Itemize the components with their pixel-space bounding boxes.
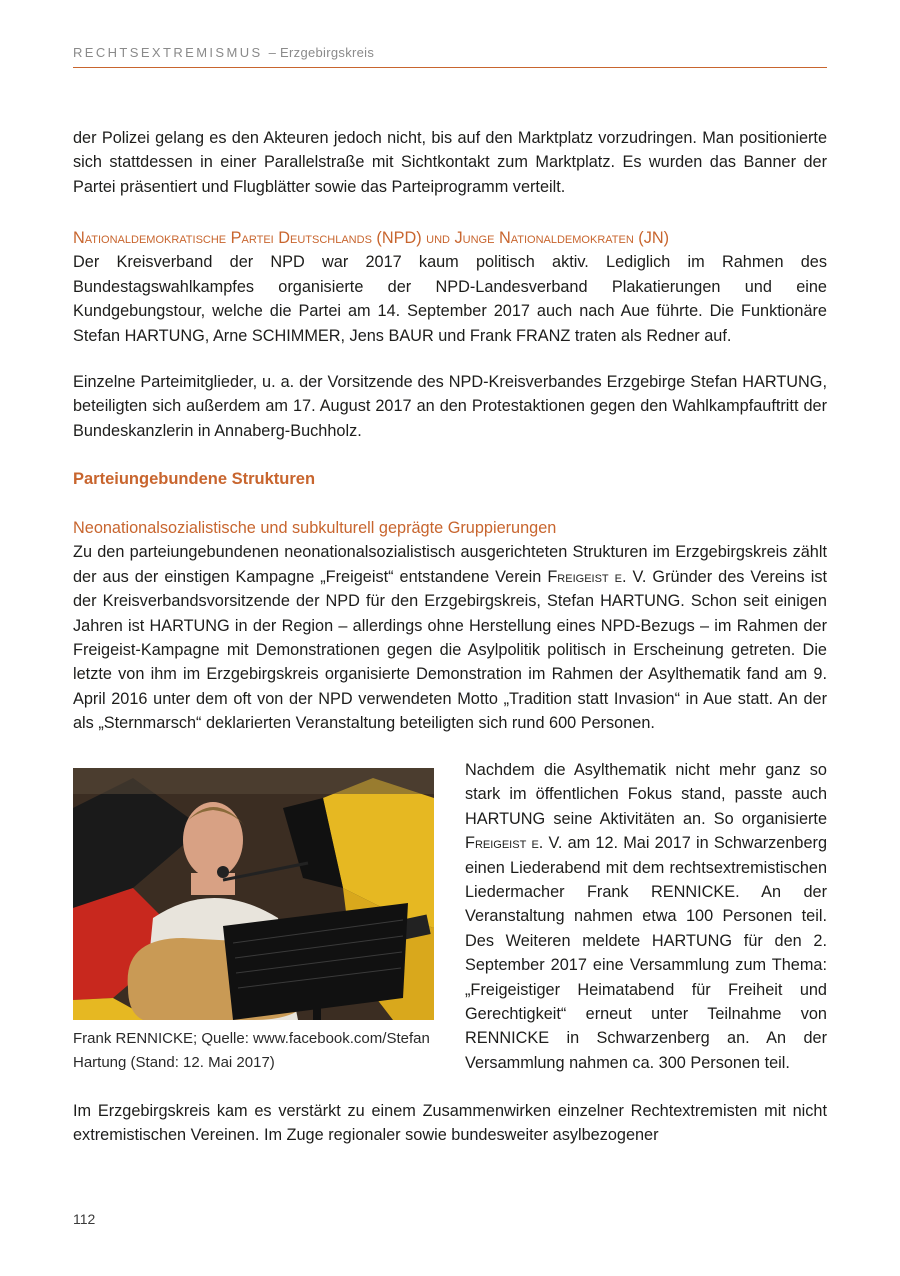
page-number: 112 xyxy=(73,1211,96,1227)
figure-photo xyxy=(73,768,434,1020)
intro-paragraph: der Polizei gelang es den Akteuren jedoch nicht, bis auf den Marktplatz vorzudringen. Man positionierte sich stattdessen in einer Parallelstraße mit Sichtkontakt zum Marktplatz. Es wurden das Banner der Partei präsentiert und Flugblätter sowie das Parteiprogramm verteilt. xyxy=(73,129,827,196)
running-header xyxy=(73,45,827,68)
header-section: RECHTSEXTREMISMUS xyxy=(73,45,263,60)
side-text-b: V. am 12. Mai 2017 in Schwarzenberg einen Liederabend mit dem rechtsextremistischen Liedermacher Frank RENNICKE. An der Veranstaltung nahmen etwa 100 Personen teil. Des Weiteren meldete HARTUNG für den 2. September 2017 eine Versammlung zum Thema: „Freigeistiger Heimatabend für Freiheit und Gerechtigkeit“ erneut unter Teilnahme von RENNICKE in Schwarzenberg an. An der Versammlung nahmen ca. 300 Personen teil. xyxy=(465,834,828,1072)
side-org-name: Freigeist e. xyxy=(465,834,544,853)
sub-heading: Neonationalsozialistische und subkulturell geprägte Gruppierungen xyxy=(73,519,557,537)
neo-paragraph xyxy=(73,540,827,735)
header-subsection: – Erzgebirgskreis xyxy=(268,45,375,60)
npd-heading xyxy=(73,226,827,250)
side-paragraph xyxy=(465,758,827,1075)
figure-caption: Frank RENNICKE; Quelle: www.facebook.com/Stefan Hartung (Stand: 12. Mai 2017) xyxy=(73,1030,430,1071)
side-text-a: Nachdem die Asylthematik nicht mehr ganz so stark im öffentlichen Fokus stand, passte auch HARTUNG seine Aktivitäten an. So organisierte xyxy=(465,761,827,828)
neo-org-name: Freigeist e. xyxy=(547,567,627,586)
intro-block xyxy=(73,126,827,199)
section-heading: Parteiungebundene Strukturen xyxy=(73,470,316,488)
npd-heading-text: Nationaldemokratische Partei Deutschlands (NPD) und Junge Nationaldemokraten (JN) xyxy=(73,229,670,247)
outro-block xyxy=(73,1099,827,1148)
npd-block-2 xyxy=(73,370,827,443)
outro-paragraph: Im Erzgebirgskreis kam es verstärkt zu einem Zusammenwirken einzelner Rechtextremisten mit nicht extremistischen Vereinen. Im Zuge regionaler sowie bundesweiter asylbezogener xyxy=(73,1102,827,1145)
man-singing-with-guitar-photo xyxy=(73,768,434,1020)
neo-text-a: Zu den parteiungebundenen neonationalsozialistisch ausgerichteten Strukturen im Erzgebirgskreis zählt der aus der einstigen Kampagne „Freigeist“ entstandene Verein xyxy=(73,543,827,586)
neo-text-b: V. Gründer des Vereins ist der Kreisverbandsvorsitzende der NPD für den Erzgebirgskreis, Stefan HARTUNG. Schon seit einigen Jahren ist HARTUNG in der Region – allerdings ohne Herstellung eines NPD-Bezugs – im Rahmen der Freigeist-Kampagne mit Demonstrationen gegen die Asylpolitik politisch in Erscheinung getreten. Die letzte von ihm im Erzgebirgskreis organisierte Demonstration im Rahmen der Asylthematik fand am 9. April 2016 unter dem oft von der NPD verwendeten Motto „Tradition statt Invasion“ in Aue statt. An der als „Sternmarsch“ deklarierten Veranstaltung beteiligten sich rund 600 Personen. xyxy=(73,567,827,733)
section-heading-block xyxy=(73,467,827,491)
neo-block xyxy=(73,516,827,736)
side-column xyxy=(465,758,827,1075)
npd-block xyxy=(73,226,827,348)
npd-paragraph-1: Der Kreisverband der NPD war 2017 kaum politisch aktiv. Lediglich im Rahmen des Bundestagswahlkampfes organisierte der NPD-Landesverband Plakatierungen und eine Kundgebungstour, welche die Partei am 14. September 2017 auch nach Aue führte. Die Funktionäre Stefan HARTUNG, Arne SCHIMMER, Jens BAUR und Frank FRANZ traten als Redner auf. xyxy=(73,253,827,345)
npd-paragraph-2: Einzelne Parteimitglieder, u. a. der Vorsitzende des NPD-Kreisverbandes Erzgebirge Stefan HARTUNG, beteiligten sich außerdem am 17. August 2017 an den Protestaktionen gegen den Wahlkampfauftritt der Bundeskanzlerin in Annaberg-Buchholz. xyxy=(73,373,827,440)
